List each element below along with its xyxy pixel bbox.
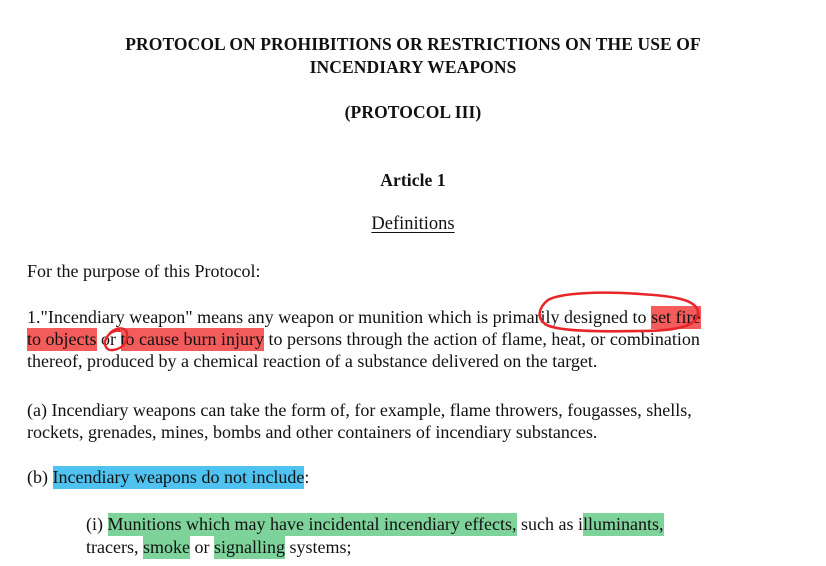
red-highlight: to objects [27,329,97,349]
circled-word: or [101,329,116,349]
para1-text: to persons through the action of flame, heat, or combination [263,329,700,349]
para1-text: to [628,307,652,327]
para-i-text: such as i [516,514,584,534]
green-highlight: lluminants, [583,514,664,534]
para-i-text: or [189,537,214,557]
para1-line2 [27,328,700,350]
para-i-prefix: (i) [86,514,108,534]
para-i-line2 [86,536,351,558]
section-heading-wrap [0,213,826,235]
protocol-subtitle: (PROTOCOL III) [344,102,482,122]
circled-phrase: primarily designed [492,307,629,327]
para1-text [116,329,121,349]
para1-text: 1."Incendiary weapon" means any weapon or munition which is [27,307,493,327]
blue-highlight: Incendiary weapons do not include [52,467,305,487]
green-highlight: Munitions which may have incidental incendiary effects, [107,514,517,534]
intro-text: For the purpose of this Protocol: [27,261,261,281]
title-line-2: INCENDIARY WEAPONS [309,57,517,77]
para1-line1 [27,306,701,328]
para1-line3: thereof, produced by a chemical reaction of a substance delivered on the target. [27,351,598,371]
para-i-text: systems; [284,537,352,557]
para-a-line2: rockets, grenades, mines, bombs and other containers of incendiary substances. [27,422,598,442]
para-a-line1: (a) Incendiary weapons can take the form of, for example, flame throwers, fougasses, shells, [27,400,692,420]
para-b-line [27,466,309,488]
article-heading: Article 1 [380,170,446,190]
para-b-suffix: : [304,467,310,487]
red-highlight: to cause burn injury [120,329,264,349]
para-i-line1 [86,513,664,535]
para-i-text: tracers, [86,537,143,557]
green-highlight: signalling [213,537,285,557]
green-highlight: smoke [142,537,190,557]
red-highlight: set fire [651,307,701,327]
title-line-1: PROTOCOL ON PROHIBITIONS OR RESTRICTIONS ON THE USE OF [125,34,701,54]
para-b-prefix: (b) [27,467,53,487]
section-heading: Definitions [371,214,455,234]
